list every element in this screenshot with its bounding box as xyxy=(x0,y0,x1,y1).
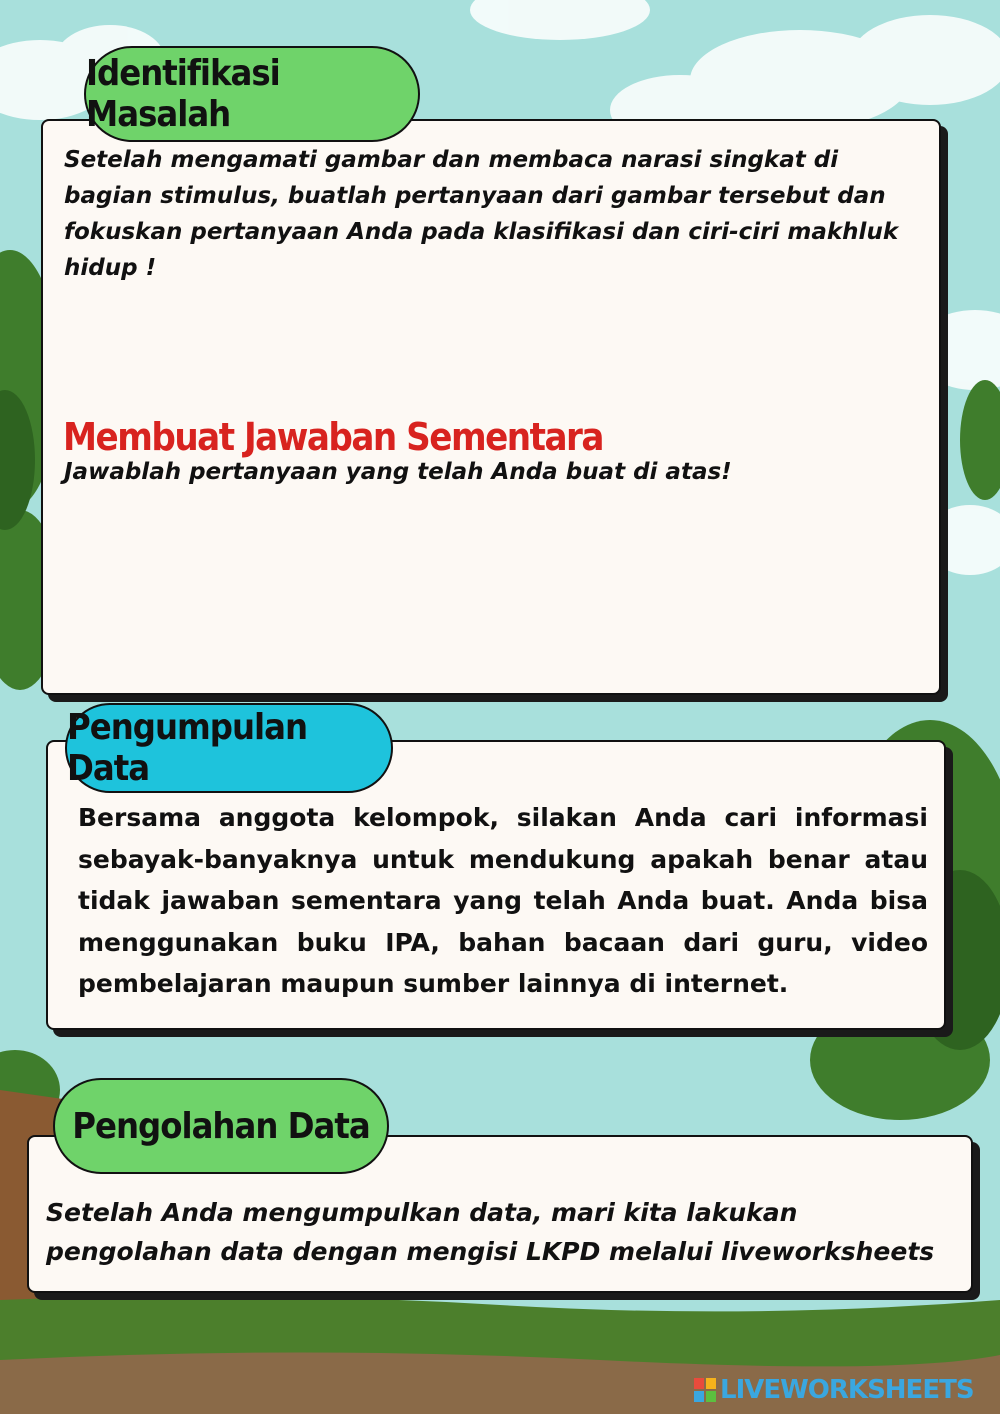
identifikasi-title: Identifikasi Masalah xyxy=(86,53,280,135)
liveworksheets-icon xyxy=(694,1378,716,1402)
identifikasi-instruction: Setelah mengamati gambar dan membaca narasi singkat di bagian stimulus, buatlah pertanyaan dari gambar tersebut dan fokuskan pertanyaan Anda pada klasifikasi dan ciri-ciri makhluk hidup ! xyxy=(64,147,899,281)
jawaban-sementara-instruction: Jawablah pertanyaan yang telah Anda buat di atas! xyxy=(64,459,732,485)
pengolahan-title-pill xyxy=(53,1078,389,1174)
pengolahan-title: Pengolahan Data xyxy=(72,1105,370,1147)
jawaban-sementara-title: Membuat Jawaban Sementara xyxy=(63,415,603,459)
pengumpulan-title: Pengumpulan Data xyxy=(67,707,308,789)
identifikasi-title-pill xyxy=(84,46,420,142)
liveworksheets-logo xyxy=(694,1375,974,1405)
pengumpulan-instruction: Bersama anggota kelompok, silakan Anda cari informasi sebayak-banyaknya untuk mendukung apakah benar atau tidak jawaban sementara yang telah Anda buat. Anda bisa menggunakan buku IPA, bahan bacaan dari guru, video pembelajaran maupun sumber lainnya di internet. xyxy=(78,803,928,998)
pengumpulan-title-pill xyxy=(65,703,393,793)
pengolahan-instruction: Setelah Anda mengumpulkan data, mari kita lakukan pengolahan data dengan mengisi LKPD melalui liveworksheets xyxy=(46,1198,935,1266)
liveworksheets-logo-text: LIVEWORKSHEETS xyxy=(720,1375,974,1405)
